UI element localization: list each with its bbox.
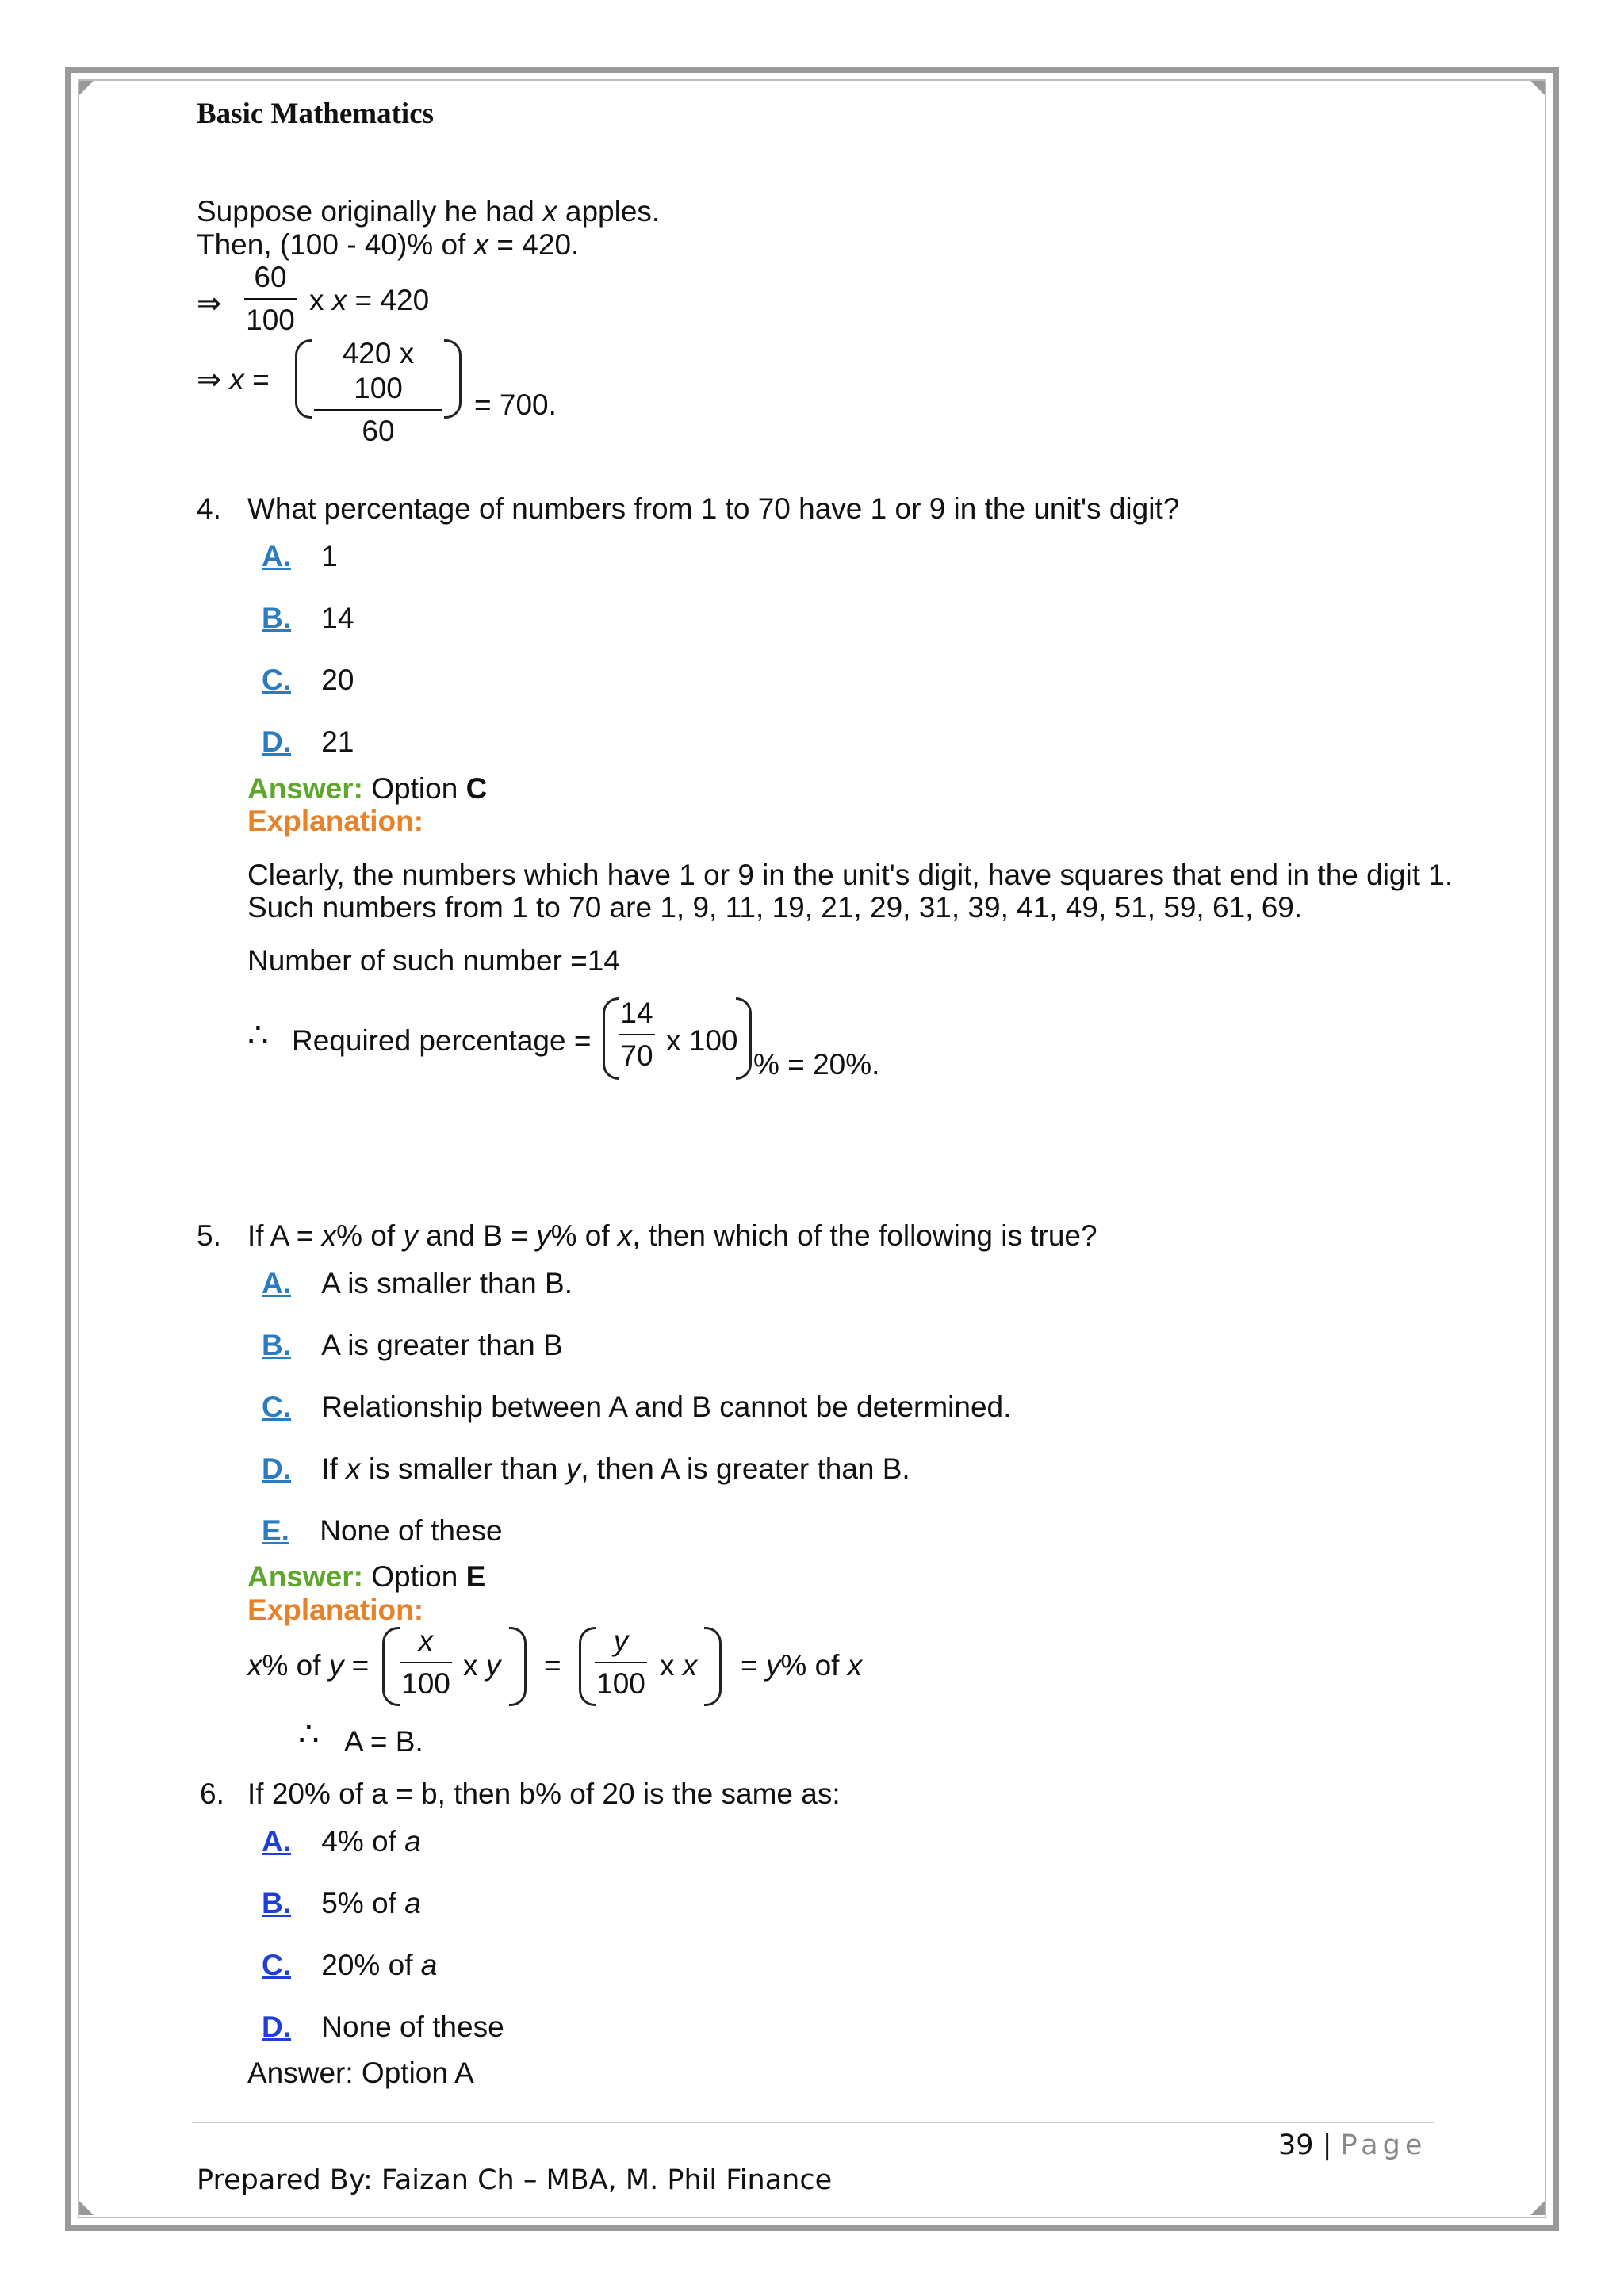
option-text-part: is smaller than [360, 1452, 566, 1485]
intro-var: x [331, 284, 347, 316]
right-paren [444, 339, 462, 419]
left-paren [579, 1627, 596, 1706]
page-number: 39 [1278, 2130, 1314, 2161]
option-text-part: 5% of [321, 1887, 405, 1919]
option-var: y [565, 1452, 581, 1485]
option-text [321, 2011, 504, 2043]
answer-label: Answer: [247, 772, 363, 805]
q4-explanation-label: Explanation: [247, 805, 424, 837]
q4-answer [247, 772, 487, 806]
fraction-bar [619, 1034, 655, 1035]
option-letter-link[interactable]: B. [262, 1329, 291, 1361]
q5-text: and B = [417, 1219, 537, 1252]
q5-var: x [321, 1219, 337, 1252]
intro-step-2 [197, 363, 270, 396]
q4-option-c[interactable] [262, 664, 354, 697]
corner-mark-bottom-left [79, 2201, 94, 2215]
q5-var: y [765, 1649, 781, 1682]
q5-text: % of [550, 1219, 618, 1252]
q6-option-c[interactable] [262, 1949, 437, 1982]
q5-var: x [682, 1649, 698, 1682]
q5-var: x [847, 1649, 863, 1682]
right-paren [704, 1627, 722, 1706]
option-var: a [420, 1949, 438, 1981]
option-letter-link[interactable]: B. [262, 1887, 291, 1919]
intro-text: = 420 [347, 284, 430, 316]
q5-text: % of [780, 1649, 848, 1682]
q4-explanation-line-1: Clearly, the numbers which have 1 or 9 in the unit's digit, have squares that end in the digit 1. [247, 859, 1454, 891]
q5-var: y [485, 1649, 501, 1682]
q5-text: = [343, 1649, 370, 1682]
q5-text: % of [262, 1649, 329, 1682]
page-number-block [1278, 2130, 1427, 2161]
q4-explanation-line-3: Number of such number =14 [247, 944, 620, 977]
fraction-numerator: x [418, 1624, 434, 1657]
answer-text: Option [362, 1560, 466, 1593]
q6-number: 6. [200, 1777, 224, 1810]
right-paren [736, 997, 752, 1080]
option-text-part: If [321, 1452, 347, 1485]
option-text: A is greater than B [321, 1329, 563, 1361]
corner-mark-top-right [1530, 81, 1545, 95]
fraction-denominator: 100 [596, 1667, 645, 1700]
q5-text: x [463, 1649, 486, 1682]
left-paren [295, 339, 312, 419]
implies-arrow-icon: ⇒ [197, 363, 222, 396]
option-var: x [346, 1452, 361, 1485]
option-text-part: 20% of [321, 1949, 421, 1981]
q5-answer [247, 1560, 485, 1594]
fraction-denominator: 100 [246, 304, 295, 336]
fraction-numerator: 14 [620, 997, 653, 1029]
fraction-denominator: 60 [362, 415, 395, 447]
q6-option-a[interactable] [262, 1825, 421, 1858]
q5-option-e[interactable] [262, 1514, 503, 1548]
q5-middle-equals: = [544, 1649, 561, 1682]
option-letter-link[interactable]: C. [262, 1391, 291, 1423]
q6-question: If 20% of a = b, then b% of 20 is the same as: [247, 1777, 841, 1810]
intro-text: Then, (100 - 40)% of [197, 228, 474, 261]
option-text: 20 [321, 664, 354, 696]
option-text: A is smaller than B. [321, 1267, 573, 1299]
corner-mark-bottom-right [1530, 2201, 1545, 2215]
q6-answer: Answer: Option A [247, 2057, 474, 2089]
intro-var: x [229, 363, 244, 396]
option-text-part: None of these [321, 2011, 504, 2043]
fraction-14-over-70 [619, 996, 655, 1073]
answer-label: Answer: [247, 1560, 363, 1593]
intro-text: Suppose originally he had [197, 195, 543, 228]
q5-option-d[interactable] [262, 1452, 910, 1486]
implies-arrow-icon: ⇒ [197, 287, 222, 320]
intro-line-2 [197, 228, 579, 262]
fraction-420x100-over-60 [314, 336, 442, 449]
option-letter-link[interactable]: A. [262, 540, 291, 572]
q5-var: y [536, 1219, 551, 1252]
option-letter-link[interactable]: B. [262, 602, 291, 634]
option-var: a [404, 1887, 421, 1919]
answer-value: C [465, 772, 488, 805]
intro-text: x [309, 284, 332, 316]
option-text-part: , then A is greater than B. [580, 1452, 910, 1485]
option-text: 21 [321, 725, 354, 758]
q5-text: , then which of the following is true? [632, 1219, 1097, 1252]
intro-line-1 [197, 195, 660, 228]
option-text [321, 1949, 437, 1981]
left-paren [603, 997, 619, 1080]
intro-text: = [243, 363, 270, 396]
q5-option-a[interactable] [262, 1267, 573, 1300]
intro-result: = 700. [474, 388, 557, 421]
option-text-part: 4% of [321, 1825, 405, 1858]
q6-option-d[interactable] [262, 2011, 504, 2044]
option-var: a [404, 1825, 421, 1858]
option-letter-link[interactable]: E. [262, 1514, 289, 1547]
q5-option-b[interactable] [262, 1329, 563, 1362]
option-text: Relationship between A and B cannot be determined. [321, 1391, 1012, 1423]
option-letter-link[interactable]: C. [262, 664, 291, 696]
option-letter-link[interactable]: A. [262, 1825, 291, 1858]
answer-value: E [465, 1560, 486, 1593]
q4-option-b[interactable] [262, 602, 354, 635]
intro-text: = 420. [488, 228, 580, 261]
fraction-y-over-100 [595, 1624, 647, 1701]
q4-option-a[interactable] [262, 540, 338, 573]
q5-text: x [660, 1649, 683, 1682]
q5-number: 5. [197, 1219, 221, 1252]
prepared-by: Prepared By: Faizan Ch – MBA, M. Phil Finance [197, 2164, 833, 2196]
option-text [321, 1825, 420, 1858]
footer-divider [192, 2122, 1434, 2123]
q5-var: x [617, 1219, 633, 1252]
q4-number: 4. [197, 492, 221, 525]
fraction-denominator: 100 [401, 1667, 450, 1700]
option-text: 1 [321, 540, 338, 572]
q4-fraction-multiplier: x 100 [666, 1024, 738, 1057]
left-paren [382, 1627, 400, 1706]
option-letter-link[interactable]: D. [262, 2011, 291, 2043]
fraction-x-over-100 [400, 1624, 452, 1701]
fraction-numerator: y [613, 1624, 629, 1657]
option-letter-link[interactable]: D. [262, 725, 291, 758]
therefore-symbol-icon: ∴ [247, 1016, 269, 1053]
intro-var: x [542, 195, 557, 228]
q5-equation-lhs [247, 1649, 369, 1682]
q5-fraction-1-multiplier [463, 1649, 500, 1682]
q6-option-b[interactable] [262, 1887, 421, 1920]
page-separator: | [1322, 2130, 1332, 2161]
therefore-symbol-icon: ∴ [298, 1715, 320, 1752]
option-letter-link[interactable]: D. [262, 1452, 291, 1485]
fraction-denominator: 70 [620, 1039, 653, 1072]
option-text [321, 1452, 910, 1485]
corner-mark-top-left [79, 81, 94, 95]
q4-required-label: Required percentage = [292, 1024, 592, 1057]
fraction-numerator: 60 [254, 261, 287, 293]
q5-option-c[interactable] [262, 1391, 1011, 1424]
fraction-bar [244, 298, 297, 300]
q5-var: y [328, 1649, 344, 1682]
q5-equation-rhs [741, 1649, 862, 1682]
q5-text: If A = [247, 1219, 322, 1252]
option-letter-link[interactable]: C. [262, 1949, 291, 1981]
option-text [321, 1887, 420, 1919]
q4-result: % = 20%. [753, 1048, 880, 1081]
q5-var: y [403, 1219, 418, 1252]
q4-option-d[interactable] [262, 725, 354, 759]
option-letter-link[interactable]: A. [262, 1267, 291, 1299]
q5-fraction-2-multiplier [660, 1649, 697, 1682]
fraction-bar [400, 1662, 452, 1663]
fraction-60-over-100 [244, 260, 297, 338]
fraction-bar [314, 409, 442, 411]
q5-explanation-label: Explanation: [247, 1594, 424, 1626]
intro-var: x [473, 228, 489, 261]
q5-text: % of [336, 1219, 404, 1252]
intro-text: apples. [557, 195, 661, 228]
q5-question [247, 1219, 1097, 1253]
page-label: Page [1340, 2130, 1427, 2161]
fraction-numerator: 420 x 100 [342, 337, 415, 404]
q5-conclusion: A = B. [344, 1725, 423, 1758]
fraction-bar [595, 1662, 647, 1663]
q5-var: x [247, 1649, 262, 1682]
page-header-title: Basic Mathematics [197, 98, 435, 130]
option-text: None of these [320, 1514, 503, 1547]
q4-explanation-line-2: Such numbers from 1 to 70 are 1, 9, 11, 19, 21, 29, 31, 39, 41, 49, 51, 59, 61, 69. [247, 891, 1303, 924]
answer-text: Option [362, 772, 466, 805]
q5-text: = [741, 1649, 766, 1682]
intro-step-1 [309, 284, 429, 317]
q4-question: What percentage of numbers from 1 to 70 have 1 or 9 in the unit's digit? [247, 492, 1180, 525]
right-paren [509, 1627, 527, 1706]
option-text: 14 [321, 602, 354, 634]
